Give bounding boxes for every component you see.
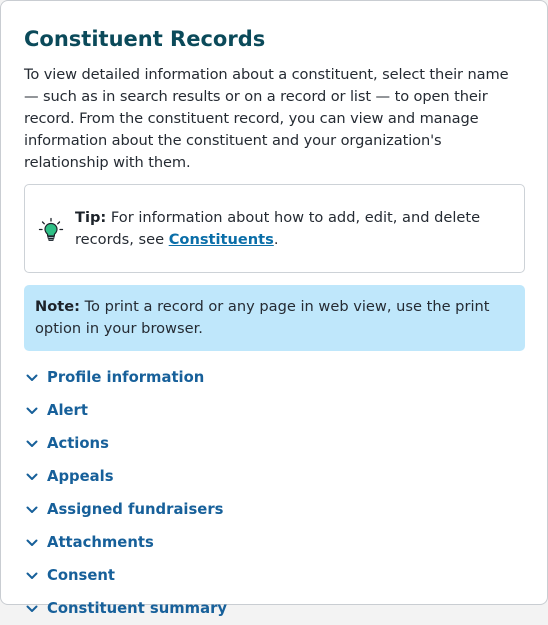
- section-actions[interactable]: [24, 427, 525, 460]
- page-title: Constituent Records: [24, 27, 266, 51]
- section-appeals[interactable]: [24, 460, 525, 493]
- section-assigned-fundraisers[interactable]: [24, 493, 525, 526]
- chevron-down-icon: [25, 437, 39, 451]
- tip-text: [75, 207, 512, 251]
- intro-paragraph: To view detailed information about a constituent, select their name — such as in search results or on a record or list — to open their record. From the constituent record, you can view and manage information about the constituent and your organization's relationship with them.: [24, 66, 509, 171]
- chevron-down-icon: [25, 503, 39, 517]
- section-label: Actions: [47, 435, 109, 452]
- chevron-down-icon: [25, 569, 39, 583]
- section-list: [24, 361, 525, 625]
- section-constituent-summary[interactable]: [24, 592, 525, 625]
- tip-label: Tip:: [75, 209, 107, 226]
- section-label: Alert: [47, 402, 88, 419]
- tip-callout: [24, 184, 525, 273]
- section-consent[interactable]: [24, 559, 525, 592]
- section-label: Profile information: [47, 369, 205, 386]
- chevron-down-icon: [25, 602, 39, 616]
- chevron-down-icon: [25, 371, 39, 385]
- section-profile-information[interactable]: [24, 361, 525, 394]
- tip-body: For information about how to add, edit, and delete records, see: [75, 209, 481, 248]
- section-label: Assigned fundraisers: [47, 501, 224, 518]
- section-label: Constituent summary: [47, 600, 228, 617]
- chevron-down-icon: [25, 470, 39, 484]
- chevron-down-icon: [25, 404, 39, 418]
- note-text: [35, 296, 515, 340]
- section-label: Appeals: [47, 468, 114, 485]
- note-callout: [24, 285, 525, 351]
- help-content: [24, 25, 525, 625]
- section-label: Attachments: [47, 534, 154, 551]
- section-alert[interactable]: [24, 394, 525, 427]
- note-label: Note:: [35, 298, 80, 315]
- chevron-down-icon: [25, 536, 39, 550]
- constituents-link[interactable]: Constituents: [168, 231, 274, 248]
- lightbulb-icon: [38, 217, 64, 243]
- section-label: Consent: [47, 567, 116, 584]
- note-body: To print a record or any page in web view, use the print option in your browser.: [35, 298, 490, 337]
- tip-punctuation: .: [273, 231, 279, 248]
- section-attachments[interactable]: [24, 526, 525, 559]
